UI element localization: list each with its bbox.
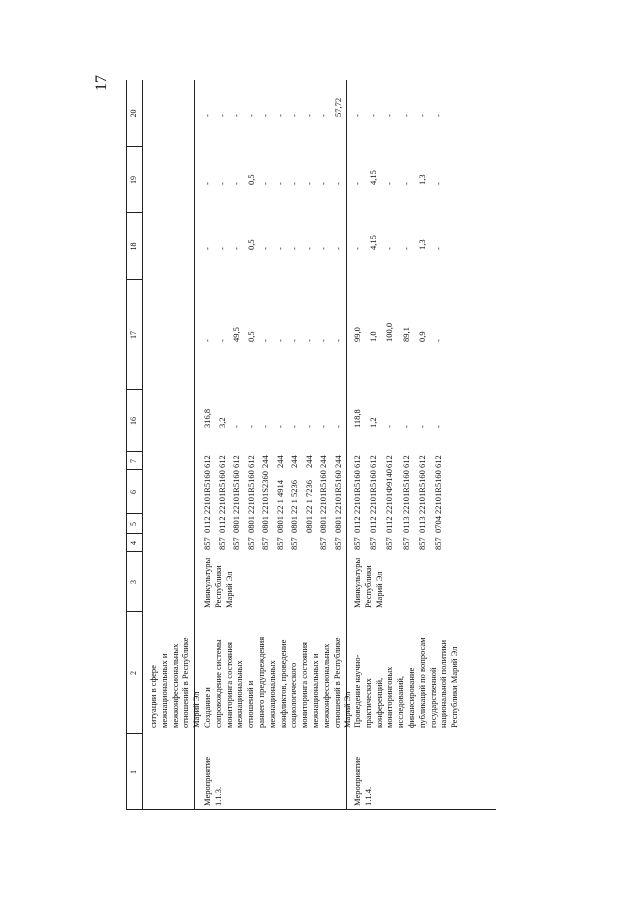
table-cell-c4: 857 (368, 537, 379, 550)
table-cell-c5: 0704 (433, 516, 443, 533)
table-cell-c4: 857 (231, 537, 241, 550)
table-cell-c5: 0801 (303, 516, 314, 533)
budget-table (118, 80, 528, 810)
column-number: 2 (129, 671, 138, 675)
table-cell-c5: 0801 (231, 516, 241, 533)
table-cell-c19: - (384, 182, 395, 185)
activity-number: Мероприятие 1.1.4. (352, 756, 373, 806)
table-cell-c16: 118,8 (352, 409, 362, 428)
table-cell-c5: 0113 (400, 516, 411, 533)
table-cell-c17: 0,5 (245, 331, 256, 342)
table-cell-c17: - (303, 339, 314, 342)
table-cell-c16: - (231, 425, 241, 428)
table-cell-c7: 244 (289, 455, 299, 468)
table-cell-c7: 612 (433, 455, 443, 468)
table-cell-c16: - (274, 425, 285, 428)
table-cell-c19: - (332, 182, 343, 185)
column-number: 4 (129, 541, 138, 545)
table-cell-c6: 22 1 7236 (303, 480, 314, 514)
table-cell-c20: - (400, 114, 411, 117)
header-top-rule (126, 80, 127, 810)
table-cell-c7: 244 (318, 455, 328, 468)
table-cell-c19: - (400, 182, 411, 185)
table-cell-c19: - (303, 182, 314, 185)
table-cell-c19: - (433, 182, 443, 185)
column-number: 17 (129, 331, 138, 339)
table-cell-c19: - (274, 182, 285, 185)
table-cell-c19: 1,3 (416, 174, 427, 185)
table-cell-c6: 22101S2360 (260, 471, 270, 514)
table-cell-c20: - (274, 114, 285, 117)
table-cell-c6: 22101Ф9140 (384, 469, 395, 514)
table-cell-c18: - (260, 247, 270, 250)
table-cell-c16: - (245, 425, 256, 428)
table-cell-c16: - (416, 425, 427, 428)
table-cell-c20: - (245, 114, 256, 117)
table-cell-c4: 857 (332, 537, 343, 550)
table-cell-c17: - (216, 339, 227, 342)
table-cell-c20: - (303, 114, 314, 117)
table-cell-c4: 857 (416, 537, 427, 550)
table-cell-c16: - (260, 425, 270, 428)
activity-description: Создание и сопровождение системы мониторинга состояния межнациональных отношений и раннего предупреждения межнациональных конфликтов, проведение социологического мониторинга состояния межнациональных и межконфессиональных отношений в Республике Марий Эл (202, 636, 353, 728)
table-cell-c4: 857 (384, 537, 395, 550)
table-cell-c19: - (289, 182, 299, 185)
table-cell-c18: - (303, 247, 314, 250)
table-cell-c20: - (260, 114, 270, 117)
table-cell-c6: 22101R5160 (318, 470, 328, 514)
table-cell-c17: 1,0 (368, 331, 379, 342)
column-number: 7 (129, 459, 138, 463)
table-cell-c6: 22101R5160 (400, 470, 411, 514)
table-cell-c20: - (433, 114, 443, 117)
table-cell-c5: 0112 (202, 516, 212, 533)
table-cell-c20: 57,72 (332, 97, 343, 117)
table-cell-c16: 316,8 (202, 408, 212, 428)
column-number: 1 (129, 770, 138, 774)
table-cell-c18: - (231, 247, 241, 250)
table-cell-c6: 22 1 5236 (289, 480, 299, 514)
table-cell-c6: 22101R5160 (245, 470, 256, 514)
table-cell-c4: 857 (318, 537, 328, 550)
table-cell-c16: - (289, 425, 299, 428)
table-cell-c5: 0113 (416, 516, 427, 533)
table-left-edge (126, 809, 496, 810)
table-cell-c19: 4,15 (368, 170, 379, 185)
table-cell-c20: - (318, 114, 328, 117)
table-cell-c7: 244 (332, 455, 343, 468)
table-cell-c4: 857 (202, 537, 212, 550)
table-cell-c17: - (318, 339, 328, 342)
table-cell-c20: - (368, 114, 379, 117)
table-cell-c17: 89,1 (400, 327, 411, 342)
table-cell-c17: - (289, 339, 299, 342)
table-cell-c4: 857 (352, 537, 362, 550)
table-cell-c18: - (216, 247, 227, 250)
table-cell-c6: 22101R5160 (216, 470, 227, 514)
table-cell-c4: 857 (400, 537, 411, 550)
column-number: 20 (129, 109, 138, 118)
table-cell-c16: - (318, 425, 328, 428)
table-cell-c17: - (433, 339, 443, 342)
column-number: 19 (129, 176, 138, 184)
table-cell-c4: 857 (245, 537, 256, 550)
responsible-executor: Минкультуры Республики Марий Эл (352, 557, 384, 608)
table-cell-c19: - (216, 182, 227, 185)
table-cell-c7: 612 (384, 455, 395, 468)
table-cell-c6: 22101R5160 (202, 470, 212, 514)
table-cell-c4: 857 (216, 537, 227, 550)
table-cell-c6: 22 1 4914 (274, 480, 285, 514)
table-cell-c17: - (332, 339, 343, 342)
table-cell-c19: - (352, 182, 362, 185)
table-cell-c20: - (216, 114, 227, 117)
table-cell-c7: 612 (202, 455, 212, 468)
continuation-text: ситуации в сфере межнациональных и межконфессиональных отношений в Республике Марий Эл (148, 637, 202, 728)
table-cell-c16: - (332, 425, 343, 428)
table-cell-c6: 22101R5160 (368, 470, 379, 514)
responsible-executor: Минкультуры Республики Марий Эл (202, 557, 234, 608)
table-cell-c17: 0,9 (416, 331, 427, 342)
table-cell-c18: - (433, 247, 443, 250)
table-cell-c18: - (202, 247, 212, 250)
table-cell-c20: - (416, 114, 427, 117)
table-cell-c4: 857 (260, 537, 270, 550)
table-cell-c7: 612 (231, 455, 241, 468)
table-cell-c20: - (202, 114, 212, 117)
activity-description: Проведение научно- практических конференций, мониторинговых исследований, финансирование публикаций по вопросам государственной национальной политики Республики Марий Эл (352, 637, 460, 728)
table-cell-c16: - (433, 425, 443, 428)
activity-number: Мероприятие 1.1.3. (202, 756, 223, 806)
table-cell-c6: 22101R5160 (231, 470, 241, 514)
table-cell-c18: - (384, 247, 395, 250)
table-cell-c5: 0801 (245, 516, 256, 533)
table-cell-c4: 857 (433, 537, 443, 550)
table-cell-c16: 3,2 (216, 417, 227, 428)
table-cell-c6: 22101R5160 (352, 470, 362, 514)
table-cell-c16: - (303, 425, 314, 428)
table-cell-c19: - (260, 182, 270, 185)
header-bottom-rule (142, 80, 143, 810)
table-cell-c17: 49,5 (231, 327, 241, 342)
table-cell-c17: - (202, 339, 212, 342)
table-cell-c4: 857 (274, 537, 285, 550)
table-cell-c7: 612 (400, 455, 411, 468)
table-cell-c7: 244 (260, 455, 270, 468)
table-cell-c18: 1,3 (416, 239, 427, 250)
table-cell-c18: - (332, 247, 343, 250)
column-number: 3 (129, 580, 138, 584)
table-cell-c17: - (274, 339, 285, 342)
table-cell-c16: 1,2 (368, 417, 379, 428)
table-cell-c20: - (384, 114, 395, 117)
table-cell-c5: 0801 (318, 516, 328, 533)
table-cell-c5: 0801 (289, 516, 299, 533)
table-cell-c19: - (318, 182, 328, 185)
table-cell-c5: 0112 (352, 516, 362, 533)
table-cell-c18: - (318, 247, 328, 250)
table-cell-c18: 0,5 (245, 239, 256, 250)
table-cell-c7: 612 (352, 455, 362, 468)
table-cell-c19: - (231, 182, 241, 185)
table-cell-c7: 612 (245, 455, 256, 468)
table-cell-c18: - (400, 247, 411, 250)
column-number: 5 (129, 522, 138, 526)
column-number: 18 (129, 242, 138, 251)
table-cell-c7: 244 (274, 455, 285, 468)
table-cell-c17: 99,0 (352, 327, 362, 342)
table-cell-c7: 244 (303, 455, 314, 468)
column-number: 6 (129, 490, 138, 494)
table-cell-c7: 612 (368, 455, 379, 468)
table-cell-c19: - (202, 182, 212, 185)
table-cell-c18: 4,15 (368, 235, 379, 250)
table-cell-c5: 0801 (332, 516, 343, 533)
table-cell-c7: 612 (416, 455, 427, 468)
table-cell-c17: - (260, 339, 270, 342)
table-cell-c17: 100,0 (384, 322, 395, 342)
table-cell-c6: 22101R5160 (416, 470, 427, 514)
table-cell-c18: - (274, 247, 285, 250)
page-number: 17 (93, 75, 110, 91)
table-cell-c7: 612 (216, 455, 227, 468)
table-cell-c20: - (352, 114, 362, 117)
table-cell-c16: - (384, 425, 395, 428)
table-cell-c5: 0112 (384, 516, 395, 533)
table-cell-c20: - (289, 114, 299, 117)
table-cell-c6: 22101R5160 (332, 470, 343, 514)
table-cell-c5: 0112 (216, 516, 227, 533)
table-cell-c5: 0801 (260, 516, 270, 533)
table-cell-c16: - (400, 425, 411, 428)
table-cell-c18: - (289, 247, 299, 250)
table-cell-c5: 0112 (368, 516, 379, 533)
column-number: 16 (129, 417, 138, 425)
table-cell-c20: - (231, 114, 241, 117)
table-cell-c6: 22101R5160 (433, 470, 443, 514)
table-cell-c18: - (352, 247, 362, 250)
table-cell-c5: 0801 (274, 516, 285, 533)
table-cell-c4: 857 (289, 537, 299, 550)
table-cell-c19: 0,5 (245, 174, 256, 185)
